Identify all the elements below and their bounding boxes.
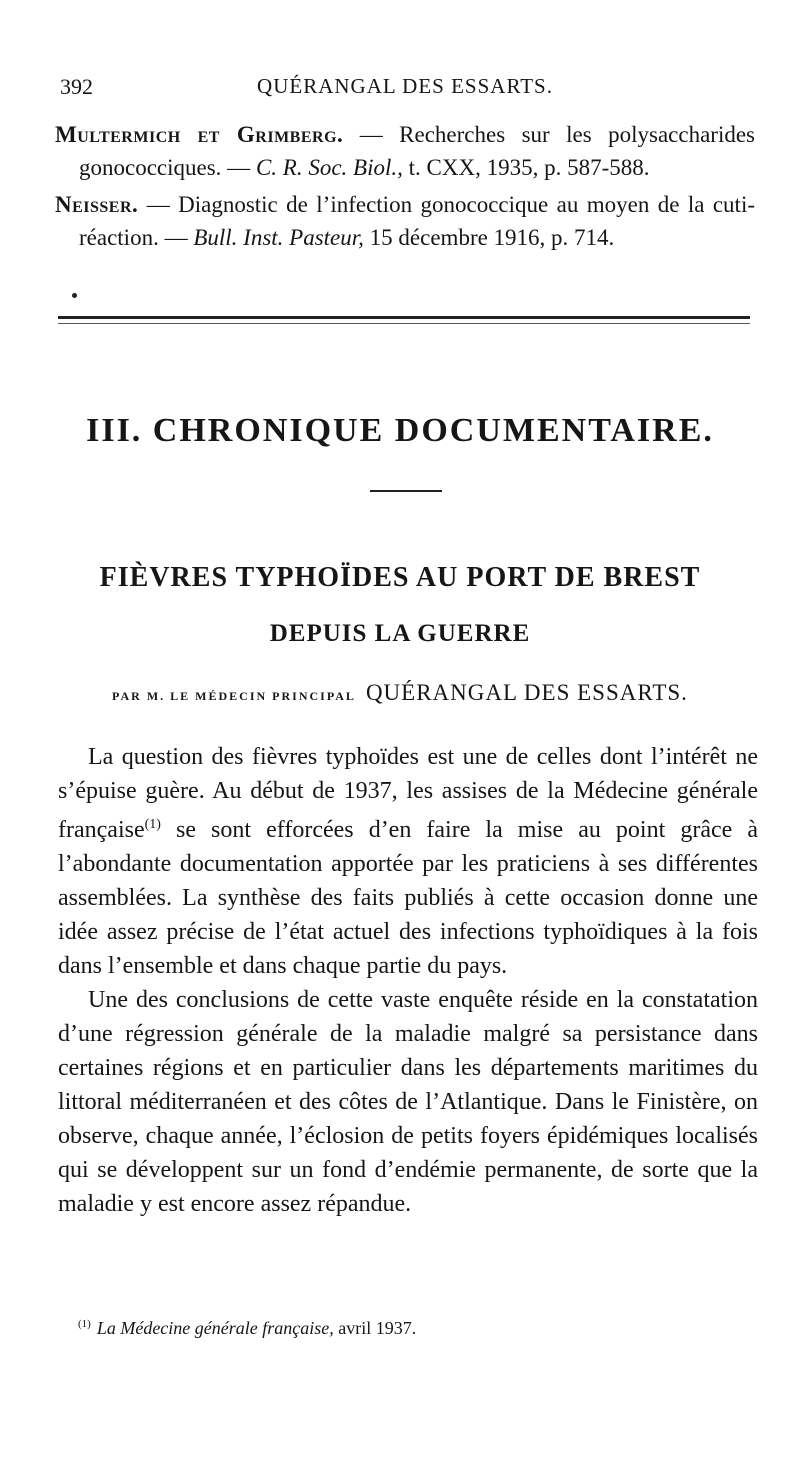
- paragraph-text: La question des fièvres typhoïdes est une de celles dont l’intérêt ne s’épuise guère. Au début de 1937, les assises de la Médecine générale française: [58, 744, 758, 843]
- body-paragraph: Une des conclusions de cette vaste enquête réside en la constatation d’une régression générale de la maladie malgré sa persistance dans certaines régions et en particulier dans les départements maritimes du littoral méditerranéen et des côtes de l’Atlantique. Dans le Finistère, on observe, chaque année, l’éclosion de petits foyers épidémiques localisés qui se développent sur un fond d’endémie permanente, de sorte que la maladie y est encore assez répandue.: [58, 987, 758, 1217]
- byline: [0, 680, 800, 706]
- reference-item: [55, 118, 755, 184]
- reference-list: [55, 118, 755, 258]
- footnote-reference: (1): [144, 817, 161, 832]
- byline-author: QUÉRANGAL DES ESSARTS.: [365, 680, 688, 705]
- body-paragraph: [58, 740, 758, 983]
- section-divider-thin: [58, 323, 750, 324]
- running-title: QUÉRANGAL DES ESSARTS.: [257, 74, 553, 98]
- footnote: [78, 1318, 758, 1339]
- reference-details: t. CXX, 1935, p. 587-588.: [402, 155, 650, 180]
- reference-details: 15 décembre 1916, p. 714.: [363, 225, 615, 250]
- section-title: III. CHRONIQUE DOCUMENTAIRE.: [86, 412, 714, 449]
- dot-mark: [72, 293, 77, 298]
- reference-text: — Recherches sur les polysaccharides gonococciques. —: [79, 122, 755, 180]
- article-body: [58, 740, 758, 1221]
- article-title-line2: DEPUIS LA GUERRE: [269, 620, 531, 647]
- footnote-mark: (1): [78, 1318, 91, 1330]
- byline-prefix: PAR M. LE MÉDECIN PRINCIPAL: [112, 689, 356, 703]
- reference-text: — Diagnostic de l’infection gonococcique au moyen de la cuti-réaction. —: [79, 192, 755, 250]
- article-title-line1: FIÈVRES TYPHOÏDES AU PORT DE BREST: [99, 562, 701, 593]
- reference-journal: Bull. Inst. Pasteur,: [193, 225, 364, 250]
- paragraph-text: se sont efforcées d’en faire la mise au point grâce à l’abondante documentation apportée par les praticiens à ses différentes assemblées. La synthèse des faits publiés à cette occasion donne une idée assez précise de l’état actuel des infections typhoïdiques à la fois dans l’ensemble et dans chaque partie du pays.: [58, 817, 758, 979]
- reference-item: [55, 188, 755, 254]
- title-short-rule: [370, 490, 442, 492]
- reference-author: Neisser.: [55, 192, 139, 217]
- footnote-details: avril 1937.: [333, 1318, 417, 1338]
- section-divider-thick: [58, 316, 750, 319]
- running-head: [60, 74, 750, 108]
- page-number: 392: [60, 74, 93, 99]
- reference-author: Multermich et Grimberg.: [55, 122, 344, 147]
- reference-journal: C. R. Soc. Biol.,: [255, 155, 403, 180]
- footnote-title: La Médecine générale française,: [96, 1318, 334, 1338]
